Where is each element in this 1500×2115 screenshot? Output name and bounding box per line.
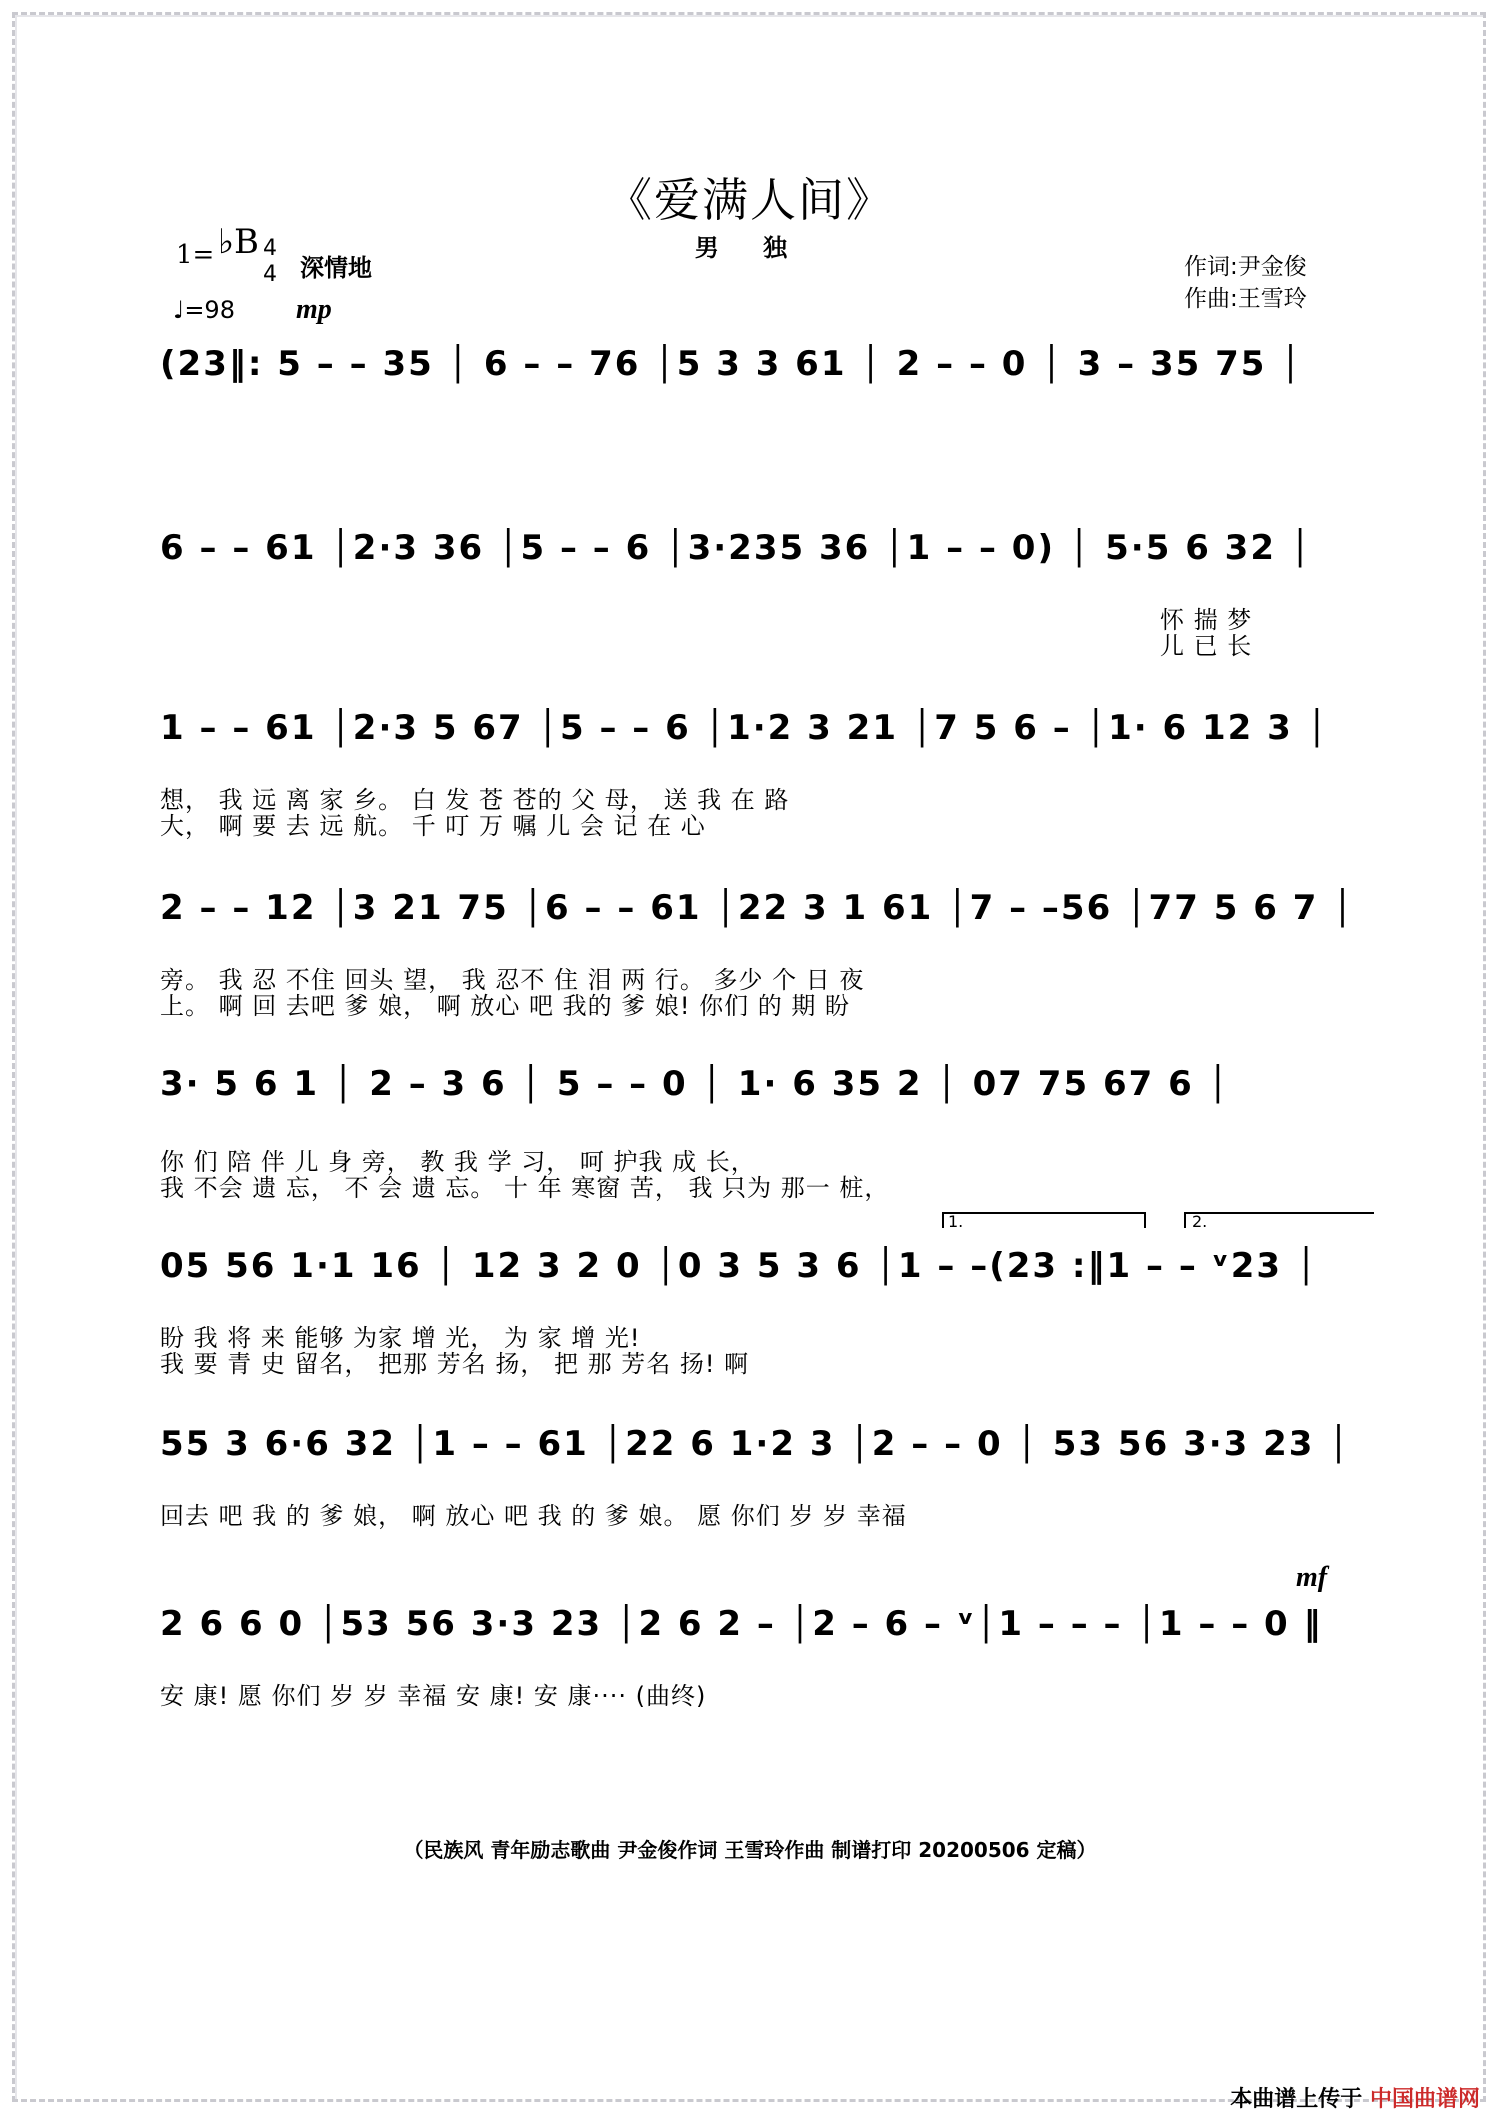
system-2-lyrics-2: 儿 已 长 xyxy=(1160,632,1253,660)
system-1-notes: (23‖: 5 – – 35 │ 6 – – 76 │5 3 3 61 │ 2 – – 0 │ 3 – 35 75 │ xyxy=(160,344,1303,384)
volta-1-label: 1. xyxy=(948,1212,964,1231)
expression-mark: 深情地 xyxy=(300,254,372,282)
footer-note: （民族风 青年励志歌曲 尹金俊作词 王雪玲作曲 制谱打印 20200506 定稿） xyxy=(403,1838,1097,1862)
song-title: 《爱满人间》 xyxy=(606,173,894,227)
source-watermark xyxy=(1230,2082,1480,2113)
time-signature xyxy=(263,236,277,288)
key-signature: 1= xyxy=(176,240,215,270)
system-6-lyrics-2: 我 要 青 史 留名， 把那 芳名 扬， 把 那 芳名 扬! 啊 xyxy=(160,1350,750,1378)
performer-label: 男 独 xyxy=(694,234,806,262)
composer-credit: 作曲:王雪玲 xyxy=(1184,286,1307,312)
dynamic-mp: mp xyxy=(296,294,332,325)
system-4-lyrics-2: 上。 啊 回 去吧 爹 娘， 啊 放心 吧 我的 爹 娘! 你们 的 期 盼 xyxy=(160,992,851,1020)
volta-2-label: 2. xyxy=(1192,1212,1208,1231)
watermark-text: 本曲谱上传于 xyxy=(1230,2087,1363,2112)
system-5-notes: 3· 5 6 1 │ 2 – 3 6 │ 5 – – 0 │ 1· 6 35 2 │ 07 75 67 6 │ xyxy=(160,1064,1231,1104)
volta-2-bracket xyxy=(1184,1212,1374,1228)
system-3-lyrics-2: 大， 啊 要 去 远 航。 千 叮 万 嘱 儿 会 记 在 心 xyxy=(160,812,706,840)
system-6-notes: 05 56 1·1 16 │ 12 3 2 0 │0 3 5 3 6 │1 – –(23 :‖1 – – ᵛ23 │ xyxy=(160,1246,1319,1286)
system-6-lyrics-1: 盼 我 将 来 能够 为家 增 光， 为 家 增 光! xyxy=(160,1324,641,1352)
watermark-brand: 中国曲谱网 xyxy=(1369,2087,1480,2112)
page-border xyxy=(12,12,1486,2102)
system-5-lyrics-1: 你 们 陪 伴 儿 身 旁， 教 我 学 习， 呵 护我 成 长， xyxy=(160,1148,756,1176)
time-top: 4 xyxy=(263,236,277,261)
system-4-notes: 2 – – 12 │3 21 75 │6 – – 61 │22 3 1 61 │7 – –56 │77 5 6 7 │ xyxy=(160,888,1355,928)
system-2-notes: 6 – – 61 │2·3 36 │5 – – 6 │3·235 36 │1 – – 0) │ 5·5 6 32 │ xyxy=(160,528,1313,568)
dynamic-mf: mf xyxy=(1296,1562,1328,1593)
system-8-lyrics-1: 安 康! 愿 你们 岁 岁 幸福 安 康! 安 康···· (曲终) xyxy=(160,1682,707,1710)
system-7-lyrics-1: 回去 吧 我 的 爹 娘， 啊 放心 吧 我 的 爹 娘。 愿 你们 岁 岁 幸福 xyxy=(160,1502,907,1530)
time-bottom: 4 xyxy=(263,262,277,287)
system-5-lyrics-2: 我 不会 遗 忘， 不 会 遗 忘。 十 年 寒窗 苦， 我 只为 那一 桩， xyxy=(160,1174,890,1202)
system-7-notes: 55 3 6·6 32 │1 – – 61 │22 6 1·2 3 │2 – – 0 │ 53 56 3·3 23 │ xyxy=(160,1424,1351,1464)
key-flat: ♭B xyxy=(218,222,260,262)
tempo-mark: ♩=98 xyxy=(173,296,235,324)
system-2-lyrics-1: 怀 揣 梦 xyxy=(1160,606,1253,634)
system-3-lyrics-1: 想， 我 远 离 家 乡。 白 发 苍 苍的 父 母， 送 我 在 路 xyxy=(160,786,790,814)
system-4-lyrics-1: 旁。 我 忍 不住 回头 望， 我 忍不 住 泪 两 行。 多少 个 日 夜 xyxy=(160,966,865,994)
system-3-notes: 1 – – 61 │2·3 5 67 │5 – – 6 │1·2 3 21 │7 5 6 – │1· 6 12 3 │ xyxy=(160,708,1330,748)
volta-1-bracket xyxy=(942,1212,1146,1228)
lyricist-credit: 作词:尹金俊 xyxy=(1184,254,1307,280)
system-8-notes: 2 6 6 0 │53 56 3·3 23 │2 6 2 – │2 – 6 – ᵛ│1 – – – │1 – – 0 ‖ xyxy=(160,1604,1323,1644)
